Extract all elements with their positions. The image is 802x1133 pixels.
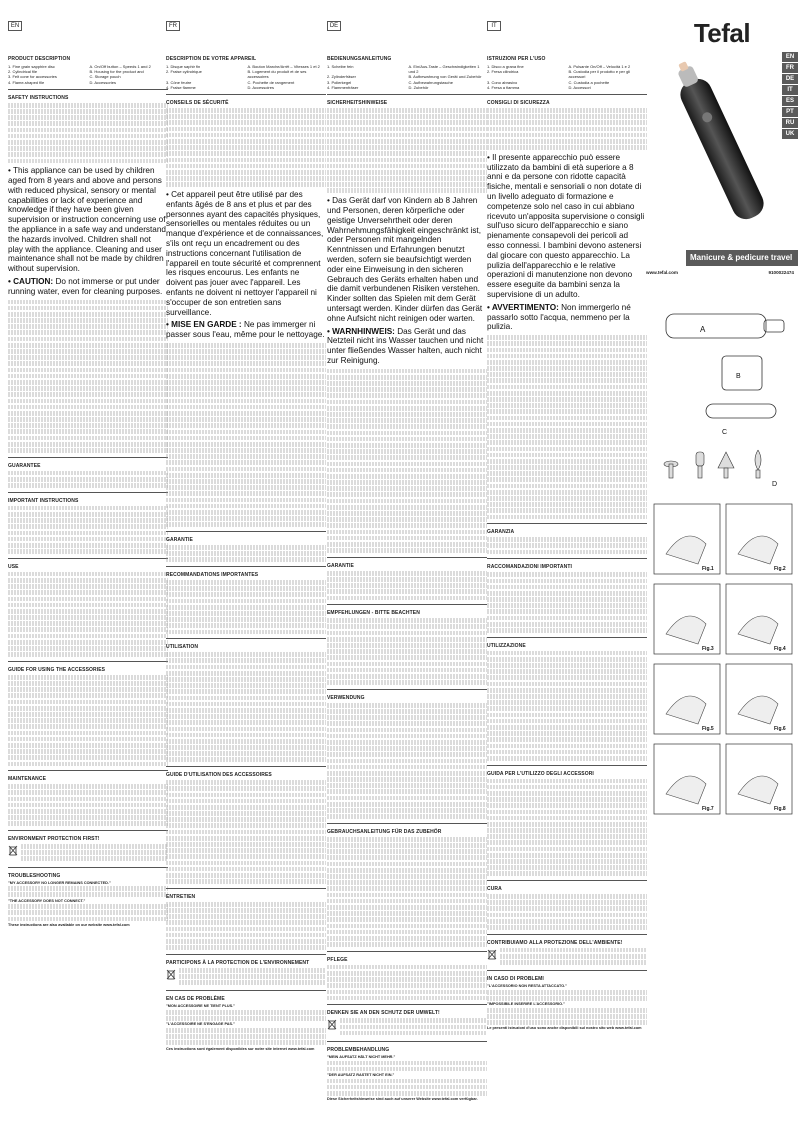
- divider: [8, 867, 168, 868]
- divider: [327, 557, 487, 558]
- part-item: 1. Scheibe fein: [327, 64, 354, 69]
- lang-index-item: EN: [782, 52, 798, 62]
- divider: [327, 689, 487, 690]
- troubleshooting-heading: EN CAS DE PROBLÈME: [166, 996, 225, 1003]
- part-item: B. Custodia per il prodotto e per gli accessori: [568, 69, 631, 80]
- product-code: 9100022474: [768, 270, 794, 275]
- part-item: 1. Disque saphir fin: [166, 64, 201, 69]
- guide-heading: GUIDE FOR USING THE ACCESSORIES: [8, 666, 106, 673]
- safety-heading: SICHERHEITSHINWEISE: [327, 100, 388, 107]
- divider: [487, 558, 647, 559]
- lang-index-item: IT: [782, 85, 798, 95]
- divider: [166, 531, 326, 532]
- body-text-placeholder: [166, 580, 326, 634]
- body-text-placeholder: [166, 652, 326, 762]
- part-item: 1. Disco a grana fine: [487, 64, 524, 69]
- part-item: D. Accessoires: [247, 84, 274, 90]
- part-item: 4. Flammenfräser: [327, 84, 359, 90]
- guarantee-heading: GARANTIE: [327, 562, 354, 569]
- body-text-placeholder: [487, 894, 647, 930]
- environment-heading: DENKEN SIE AN DEN SCHUTZ DER UMWELT!: [327, 1010, 440, 1017]
- divider: [166, 638, 326, 639]
- troubleshoot-question: "MEIN AUFSATZ HÄLT NICHT MEHR.": [327, 1054, 396, 1059]
- divider: [8, 558, 168, 559]
- guarantee-heading: GUARANTEE: [8, 462, 41, 469]
- parts-list: [8, 64, 168, 85]
- language-index: [782, 52, 798, 139]
- product-description-heading: PRODUCT DESCRIPTION: [8, 56, 71, 62]
- caution-warning: [166, 320, 326, 340]
- figure-label: Fig.8: [774, 806, 786, 812]
- body-text-placeholder: [327, 965, 487, 1001]
- divider: [487, 523, 647, 524]
- body-text-placeholder: [8, 506, 168, 554]
- body-text-placeholder: [21, 844, 168, 863]
- product-description-heading: DESCRIPTION DE VOTRE APPAREIL: [166, 56, 257, 62]
- lang-index-item: RU: [782, 118, 798, 128]
- divider: [8, 830, 168, 831]
- part-item: B. Housing for the product and: [89, 69, 144, 75]
- body-text-placeholder: [487, 779, 647, 877]
- part-item: 1. Fine grain sapphire disc: [8, 64, 55, 69]
- body-text-placeholder: [500, 948, 647, 967]
- body-text-placeholder: [8, 675, 168, 766]
- part-item: 2. Cylindrical file: [8, 69, 38, 75]
- lang-index-item: ES: [782, 96, 798, 106]
- body-text-placeholder: [166, 1028, 326, 1045]
- product-photo-device: [668, 54, 776, 244]
- maintenance-heading: PFLEGE: [327, 956, 348, 963]
- part-item: 3. Felt cone for accessories: [8, 74, 57, 80]
- divider: [487, 94, 647, 95]
- divider: [327, 94, 487, 95]
- foot-sketch: [738, 776, 778, 804]
- body-text-placeholder: [166, 902, 326, 950]
- divider: [327, 951, 487, 952]
- part-item: 2. Fraise cylindrique: [166, 69, 202, 75]
- body-text-placeholder: [487, 990, 647, 1001]
- troubleshoot-question: "MON ACCESSOIRE NE TIENT PLUS.": [166, 1004, 236, 1009]
- part-item: D. Zubehör: [408, 84, 429, 90]
- lang-index-item: UK: [782, 129, 798, 139]
- part-item: 4. Fresa a fiamma: [487, 84, 520, 90]
- safety-warning-large: • Il presente apparecchio può essere utilizzato da bambini di età superiore a 8 anni e da persone con ridotte capacità fisiche, mentali e sensoriali o non dotate di un livello adeguato di formazione e competenze solo nel caso in cui abbiano ricevuto un'apposita supervisione o consigli sull'uso sicuro dell'apparecchio e siano pienamente consapevoli dei pericoli ad esso connessi. I bambini devono astenersi dal giocare con questo apparecchio. La pulizia dell'apparecchio e le relative operazioni di manutenzione non devono essere eseguite da bambini senza la supervisione di un adulto.: [487, 152, 645, 299]
- part-item: D. Accessories: [89, 79, 116, 85]
- figure-overview: [666, 314, 784, 338]
- caution-label: • MISE EN GARDE :: [166, 320, 242, 330]
- figure-label: Fig.6: [774, 726, 786, 732]
- divider: [487, 765, 647, 766]
- divider: [8, 492, 168, 493]
- body-text-placeholder: [487, 572, 647, 632]
- important-heading: RECOMMANDATIONS IMPORTANTES: [166, 572, 259, 579]
- recycle-block: [166, 968, 326, 987]
- divider: [487, 970, 647, 971]
- figure-label: Fig.5: [702, 726, 714, 732]
- caution-label: • CAUTION:: [8, 276, 54, 286]
- crossed-bin-icon: [8, 844, 18, 856]
- caution-warning: [327, 327, 487, 366]
- body-text-placeholder: [487, 108, 647, 150]
- website-label: www.tefal.com: [646, 270, 678, 275]
- body-text-placeholder: [327, 703, 487, 819]
- body-text-placeholder: [487, 335, 647, 519]
- use-heading: UTILIZZAZIONE: [487, 642, 526, 649]
- caution-label: • AVVERTIMENTO:: [487, 302, 559, 312]
- part-item: C. Storage pouch: [89, 74, 121, 80]
- body-text-placeholder: [166, 780, 326, 884]
- tefal-logo: Tefal: [693, 18, 751, 48]
- divider: [487, 880, 647, 881]
- footer-note: Ces instructions sont également disponibles sur notre site internet www.tefal.com: [166, 1046, 315, 1051]
- body-text-placeholder: [166, 545, 326, 562]
- body-text-placeholder: [327, 837, 487, 947]
- hand-sketch: [738, 536, 778, 564]
- part-item: A. Pulsante On/Off – Velocità 1 e 2: [568, 64, 631, 69]
- recycle-block: [487, 948, 647, 967]
- lang-tab-fr: FR: [166, 21, 180, 31]
- label-b: B: [736, 373, 741, 380]
- foot-sketch: [666, 776, 706, 804]
- body-text-placeholder: [327, 618, 487, 685]
- body-text-placeholder: [8, 300, 168, 453]
- body-text-placeholder: [340, 1018, 487, 1037]
- device-body: [676, 74, 768, 223]
- divider: [166, 954, 326, 955]
- foot-sketch: [738, 696, 778, 724]
- part-item: C. Custodia a pochette: [568, 79, 610, 85]
- important-heading: IMPORTANT INSTRUCTIONS: [8, 497, 79, 504]
- body-text-placeholder: [327, 1061, 487, 1072]
- troubleshoot-question: "IMPOSSIBILE INSERIRE L'ACCESSORIO.": [487, 1002, 565, 1007]
- figure-label: Fig.3: [702, 646, 714, 652]
- lang-tab-it: IT: [487, 21, 501, 31]
- environment-heading: PARTICIPONS À LA PROTECTION DE L'ENVIRONNEMENT: [166, 959, 310, 966]
- body-text-placeholder: [8, 784, 168, 826]
- divider: [8, 89, 168, 90]
- maintenance-heading: ENTRETIEN: [166, 893, 196, 900]
- troubleshoot-question: "L'ACCESSORIO NON RESTA ATTACCATO.": [487, 984, 568, 989]
- column-en: [8, 14, 168, 1124]
- troubleshooting-heading: IN CASO DI PROBLEMI: [487, 976, 544, 983]
- product-description-heading: BEDIENUNGSANLEITUNG: [327, 56, 392, 62]
- guide-heading: GUIDA PER L'UTILIZZO DEGLI ACCESSORI: [487, 770, 594, 777]
- body-text-placeholder: [327, 1079, 487, 1096]
- guide-heading: GEBRAUCHSANLEITUNG FÜR DAS ZUBEHÖR: [327, 828, 442, 835]
- body-text-placeholder: [166, 108, 326, 187]
- part-item: 2. Fresa cilindrica: [487, 69, 519, 75]
- body-text-placeholder: [166, 343, 326, 527]
- safety-warning-large: • Das Gerät darf von Kindern ab 8 Jahren und Personen, deren körperliche oder geistige Unversehrtheit oder deren Wahrnehmungsfähigkeit eingeschränkt ist, oder Personen mit mangelnden Kenntnissen und Erfahrungen benutzt werden, sofern sie beaufsichtigt werden oder eine Einweisung in den sicheren Gebrauch des Geräts erhalten haben und die damit verbundenen Risiken verstehen. Kinder sollten das Spielen mit dem Gerät untersagt werden. Kinder dürfen das Gerät ohne Aufsicht nicht reinigen oder warten.: [327, 196, 483, 323]
- divider: [327, 1041, 487, 1042]
- divider: [166, 990, 326, 991]
- body-text-placeholder: [487, 1008, 647, 1025]
- divider: [8, 661, 168, 662]
- divider: [166, 94, 326, 95]
- label-a: A: [700, 325, 706, 334]
- divider: [487, 934, 647, 935]
- product-description-heading: ISTRUZIONI PER L'USO: [487, 56, 546, 62]
- hand-sketch: [666, 616, 706, 644]
- hand-sketch: [738, 616, 778, 644]
- maintenance-heading: MAINTENANCE: [8, 776, 47, 783]
- part-item: A. Bouton Marche/Arrêt – Vitesses 1 et 2: [247, 64, 320, 69]
- important-heading: EMPFEHLUNGEN - BITTE BEACHTEN: [327, 610, 420, 617]
- divider: [8, 457, 168, 458]
- figure-label: Fig.2: [774, 566, 786, 572]
- safety-heading: SAFETY INSTRUCTIONS: [8, 94, 69, 101]
- part-item: 3. Cône feutre: [166, 79, 192, 85]
- body-text-placeholder: [8, 886, 168, 897]
- troubleshooting-heading: TROUBLESHOOTING: [8, 872, 61, 879]
- guarantee-heading: GARANZIA: [487, 529, 515, 536]
- parts-list: [327, 64, 487, 90]
- divider: [327, 604, 487, 605]
- footer-note: These instructions are also available on our website www.tefal.com: [8, 922, 130, 927]
- part-item: 3. Cono abrasivo: [487, 79, 518, 85]
- column-de: [327, 14, 487, 1124]
- part-item: D. Accessori: [568, 84, 591, 90]
- part-item: C. Aufbewahrungstasche: [408, 79, 453, 85]
- troubleshoot-question: "L'ACCESSOIRE NE S'ENGAGE PAS.": [166, 1022, 235, 1027]
- part-item: A. On/Off button – Speeds 1 and 2: [89, 64, 151, 69]
- use-heading: USE: [8, 563, 19, 570]
- body-text-placeholder: [327, 108, 487, 193]
- caution-text: Das Gerät und das Netzteil nicht ins Wasser tauchen und nicht unter fließendes Wasser halten, auch nicht zur Reinigung.: [327, 326, 484, 365]
- body-text-placeholder: [8, 471, 168, 488]
- safety-heading: CONSEILS DE SÉCURITÉ: [166, 100, 229, 107]
- part-item: 4. Flame-shaped file: [8, 79, 45, 85]
- part-item: A. Ein/Aus-Taste – Geschwindigkeiten 1 und 2: [408, 64, 480, 75]
- footer-note: Diese Sicherheitshinweise sind auch auf unserer Website www.tefal.com verfügbar.: [327, 1097, 478, 1102]
- body-text-placeholder: [179, 968, 326, 987]
- foot-sketch: [666, 696, 706, 724]
- lang-tab-de: DE: [327, 21, 341, 31]
- caution-text: Ne pas immerger ni passer sous l'eau, même pour le nettoyage.: [166, 320, 325, 340]
- crossed-bin-icon: [166, 968, 176, 980]
- figure-label: Fig.1: [702, 566, 714, 572]
- footer-note: Le presenti istruzioni d'uso sono anche disponibili sul nostro sito web www.tefal.com: [487, 1026, 642, 1031]
- maintenance-heading: CURA: [487, 886, 502, 893]
- divider: [487, 637, 647, 638]
- recycle-block: [327, 1018, 487, 1037]
- safety-warning-large: • Cet appareil peut être utilisé par des enfants âgés de 8 ans et plus et par des personnes ayant des capacités physiques, sensorielles ou mentales réduites ou un manque d'expérience et de connaissances, s'ils ont reçu un encadrement ou des instructions concernant l'utilisation de l'appareil en toute sécurité et comprennent les risques encourus. Les enfants ne doivent pas jouer avec l'appareil. Les enfants ne doivent ni nettoyer l'appareil ni s'occuper de son entretien sans surveillance.: [166, 189, 324, 317]
- divider: [166, 766, 326, 767]
- column-fr: [166, 14, 326, 1124]
- part-item: C. Pochette de rangement: [247, 79, 295, 85]
- safety-warning-large: • This appliance can be used by children aged from 8 years and above and persons with reduced physical, sensory or mental capabilities or lack of experience and knowledge if they have been given supervision or instruction concerning use of the appliance in a safe way and understand the hazards involved. Children shall not play with the appliance. Cleaning and user maintenance shall not be made by children without supervision.: [8, 166, 166, 274]
- environment-heading: ENVIRONMENT PROTECTION FIRST!: [8, 836, 100, 843]
- part-item: B. Aufbewahrung von Gerät und Zubehör: [408, 74, 482, 80]
- divider: [166, 566, 326, 567]
- divider: [327, 1004, 487, 1005]
- important-heading: RACCOMANDAZIONI IMPORTANTI: [487, 564, 572, 571]
- figure-pouch: [722, 356, 762, 390]
- product-title-banner: Manicure & pedicure travel set: [686, 250, 798, 266]
- label-c: C: [722, 429, 728, 436]
- troubleshoot-question: "THE ACCESSORY DOES NOT CONNECT.": [8, 898, 86, 903]
- label-d: D: [772, 481, 778, 488]
- figure-label: Fig.7: [702, 806, 714, 812]
- body-text-placeholder: [166, 1010, 326, 1021]
- lang-index-item: PT: [782, 107, 798, 117]
- recycle-block: [8, 844, 168, 863]
- part-item: B. Logement du produit et de ses accessoires: [247, 69, 307, 80]
- lang-index-item: FR: [782, 63, 798, 73]
- caution-warning: [487, 303, 647, 332]
- troubleshooting-heading: PROBLEMBEHANDLUNG: [327, 1046, 390, 1053]
- column-it: [487, 14, 647, 1124]
- guarantee-heading: GARANTIE: [166, 537, 193, 544]
- part-item: 3. Polierkegel: [327, 79, 352, 85]
- use-heading: UTILISATION: [166, 644, 199, 651]
- caution-text: Do not immerse or put under running water, even for cleaning purposes.: [8, 276, 163, 296]
- body-text-placeholder: [8, 103, 168, 163]
- figure-label: Fig.4: [774, 646, 786, 652]
- lang-tab-en: EN: [8, 21, 22, 31]
- troubleshoot-question: "DER AUFSATZ RASTET NICHT EIN.": [327, 1072, 395, 1077]
- caution-text: Non immergerlo né passarlo sotto l'acqua, nemmeno per la pulizia.: [487, 302, 631, 332]
- body-text-placeholder: [487, 537, 647, 554]
- body-text-placeholder: [8, 572, 168, 657]
- part-item: 2. Zylinderfräser: [327, 74, 356, 80]
- guide-heading: GUIDE D'UTILISATION DES ACCESSOIRES: [166, 772, 272, 779]
- caution-warning: [8, 277, 168, 297]
- troubleshoot-question: "MY ACCESSORY NO LONGER REMAINS CONNECTED.": [8, 880, 111, 885]
- lang-index-item: DE: [782, 74, 798, 84]
- parts-list: [166, 64, 326, 90]
- caution-label: • WARNHINWEIS:: [327, 326, 395, 336]
- safety-heading: CONSIGLI DI SICUREZZA: [487, 100, 550, 107]
- crossed-bin-icon: [327, 1018, 337, 1030]
- figure-case: [706, 404, 776, 436]
- divider: [327, 823, 487, 824]
- cover-column: [646, 14, 798, 1124]
- divider: [166, 888, 326, 889]
- body-text-placeholder: [8, 904, 168, 921]
- part-item: 4. Fraise flamme: [166, 84, 196, 90]
- divider: [8, 770, 168, 771]
- body-text-placeholder: [327, 571, 487, 600]
- hand-sketch: [666, 536, 706, 564]
- crossed-bin-icon: [487, 948, 497, 960]
- figures-panel: [646, 304, 798, 1004]
- environment-heading: CONTRIBUIAMO ALLA PROTEZIONE DELL'AMBIENTE!: [487, 939, 623, 946]
- parts-list: [487, 64, 647, 90]
- body-text-placeholder: [327, 369, 487, 553]
- figure-accessories: [664, 450, 761, 478]
- body-text-placeholder: [487, 651, 647, 761]
- use-heading: VERWENDUNG: [327, 694, 365, 701]
